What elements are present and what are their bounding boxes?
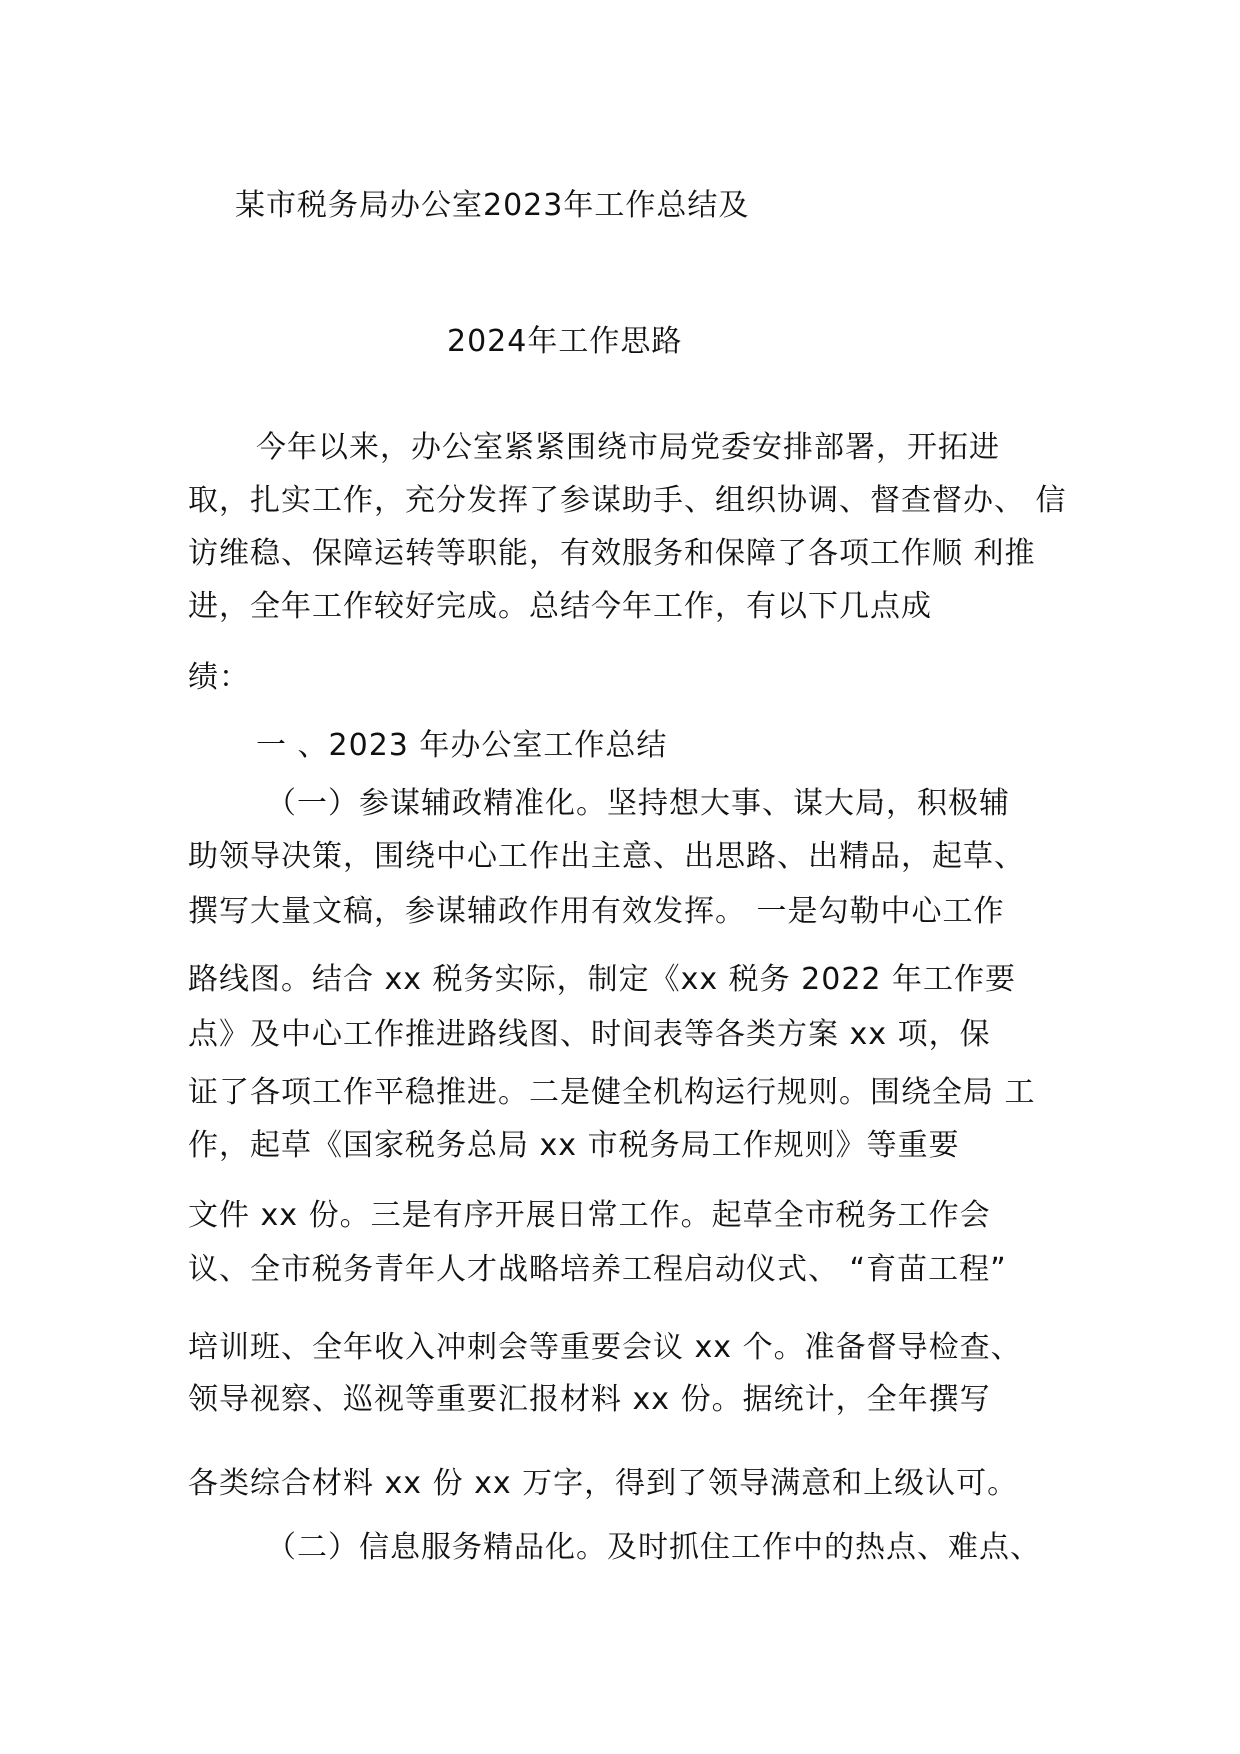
- body-line-3: 访维稳、保障运转等职能，有效服务和保障了各项工作顺 利推: [188, 536, 1036, 571]
- body-line-11: 点》及中心工作推进路线图、时间表等各类方案 xx 项，保: [188, 1017, 991, 1052]
- body-line-4: 进，全年工作较好完成。总结今年工作，有以下几点成: [188, 589, 932, 624]
- body-line-8: 助领导决策，围绕中心工作出主意、出思路、出精品，起草、: [188, 839, 1025, 874]
- body-line-1: 今年以来，办公室紧紧围绕市局党委安排部署，开拓进: [256, 430, 1000, 465]
- subsection-heading-2: （二）信息服务精品化。及时抓住工作中的热点、难点、: [266, 1530, 1041, 1565]
- document-title-line-2: 2024年工作思路: [447, 324, 683, 359]
- body-line-9: 撰写大量文稿，参谋辅政作用有效发挥。 一是勾勒中心工作: [188, 894, 1005, 929]
- document-title-line-1: 某市税务局办公室2023年工作总结及: [235, 188, 750, 223]
- subsection-heading-1: （一）参谋辅政精准化。坚持想大事、谋大局，积极辅: [266, 786, 1010, 821]
- body-line-15: 议、全市税务青年人才战略培养工程启动仪式、 “育苗工程”: [188, 1252, 1007, 1287]
- body-line-17: 领导视察、巡视等重要汇报材料 xx 份。据统计，全年撰写: [188, 1382, 991, 1417]
- body-line-5: 绩：: [188, 660, 250, 695]
- section-heading-1: 一 、2023 年办公室工作总结: [256, 728, 668, 763]
- body-line-13: 作，起草《国家税务总局 xx 市税务局工作规则》等重要: [188, 1128, 960, 1163]
- body-line-10: 路线图。结合 xx 税务实际，制定《xx 税务 2022 年工作要: [188, 962, 1017, 997]
- body-line-2: 取，扎实工作，充分发挥了参谋助手、组织协调、督查督办、 信: [188, 483, 1067, 518]
- body-line-18: 各类综合材料 xx 份 xx 万字，得到了领导满意和上级认可。: [188, 1466, 1019, 1501]
- body-line-16: 培训班、全年收入冲刺会等重要会议 xx 个。准备督导检查、: [188, 1330, 1022, 1365]
- body-line-14: 文件 xx 份。三是有序开展日常工作。起草全市税务工作会: [188, 1198, 991, 1233]
- body-line-12: 证了各项工作平稳推进。二是健全机构运行规则。围绕全局 工: [188, 1075, 1036, 1110]
